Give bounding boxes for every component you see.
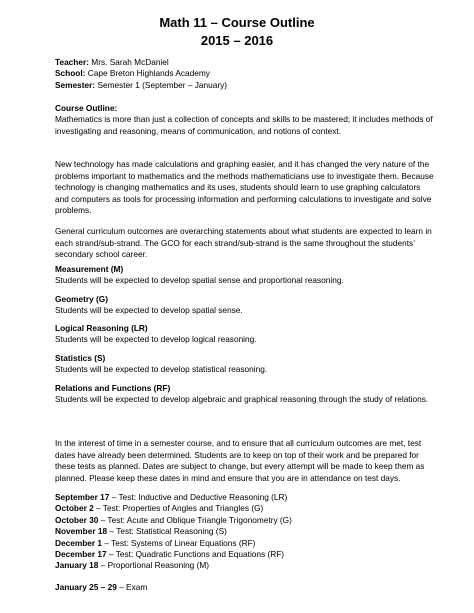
school-label: School: <box>55 68 86 79</box>
course-info <box>55 57 435 91</box>
paragraph-3: General curriculum outcomes are overarching statements about what students are expected to learn in each strand/sub-strand. The GCO for each strand/sub-strand is the same throughout the students’ secondary school career. <box>55 226 432 260</box>
outline-intro <box>55 103 435 137</box>
strand-text: Students will be expected to develop statistical reasoning. <box>55 364 268 375</box>
schedule-text: – Test: Statistical Reasoning (S) <box>107 526 227 537</box>
strand-geometry <box>55 294 435 317</box>
schedule-date: September 17 <box>55 492 110 502</box>
strand-statistics <box>55 353 435 376</box>
school-value: Cape Breton Highlands Academy <box>87 68 210 79</box>
strand-logical-reasoning <box>55 323 435 346</box>
schedule-item <box>55 560 435 571</box>
paragraph-1: Mathematics is more than just a collection of concepts and skills to be mastered; it includes methods of investigating and reasoning, means of communication, and notions of context. <box>55 114 433 136</box>
schedule-date: October 2 <box>55 503 94 514</box>
teacher-label: Teacher: <box>55 57 89 67</box>
strand-relations-functions <box>55 383 435 406</box>
exam-row <box>55 582 435 593</box>
schedule-item <box>55 492 435 503</box>
schedule-item <box>55 515 435 526</box>
strand-heading: Measurement (M) <box>55 264 124 274</box>
exam-text: – Exam <box>116 582 148 592</box>
schedule-item <box>55 526 435 537</box>
schedule-text: – Test: Properties of Angles and Triangles (G) <box>93 503 264 514</box>
semester-label: Semester: <box>55 79 96 90</box>
schedule-item <box>55 503 435 514</box>
strand-heading: Relations and Functions (RF) <box>55 383 171 393</box>
schedule-text: – Proportional Reasoning (M) <box>98 560 210 571</box>
paragraph-2: New technology has made calculations and graphing easier, and it has changed the very nature of the problems important to mathematics and the methods mathematicians use to investigate them. Because technology is changing mathematics and its uses, students should learn to use graphing calculators and computers as tools for processing information and performing calculations to investigate and solve problems. <box>55 159 434 215</box>
strand-text: Students will be expected to develop algebraic and graphical reasoning through the study of relations. <box>55 394 429 405</box>
schedule-text: – Test: Inductive and Deductive Reasoning (LR) <box>109 492 288 502</box>
paragraph-4: In the interest of time in a semester course, and to ensure that all curriculum outcomes are met, test dates have already been determined. Students are to keep on top of their work and be prepared for these tests as planned. Dates are subject to change, but every attempt will be made to keep them as planned. Please keep these dates in mind and ensure that you are in attendance on test days. <box>55 438 425 483</box>
strand-text: Students will be expected to develop spatial sense. <box>55 305 243 316</box>
exam-date: January 25 – 29 <box>55 582 117 592</box>
school-row <box>55 68 435 79</box>
schedule-item <box>55 538 435 549</box>
schedule-date: December 17 <box>55 549 107 560</box>
schedule-date: January 18 <box>55 560 99 571</box>
teacher-value: Mrs. Sarah McDaniel <box>91 57 169 67</box>
strand-text: Students will be expected to develop spatial sense and proportional reasoning. <box>55 275 344 286</box>
strand-heading: Statistics (S) <box>55 353 106 363</box>
schedule-date: December 1 <box>55 537 103 548</box>
test-schedule <box>55 492 435 572</box>
teacher-row <box>55 57 435 68</box>
document-title: Math 11 – Course Outline <box>159 15 315 30</box>
strand-measurement <box>55 264 435 287</box>
outline-heading: Course Outline: <box>55 103 118 113</box>
schedule-date: October 30 <box>55 514 99 525</box>
schedule-date: November 18 <box>55 526 108 537</box>
document-year: 2015 – 2016 <box>200 33 274 48</box>
strand-heading: Logical Reasoning (LR) <box>55 323 148 333</box>
schedule-text: – Test: Acute and Oblique Triangle Trigonometry (G) <box>98 514 292 525</box>
semester-value: Semester 1 (September – January) <box>97 79 228 90</box>
semester-row <box>55 80 435 91</box>
strand-heading: Geometry (G) <box>55 294 109 304</box>
schedule-text: – Test: Systems of Linear Equations (RF) <box>102 537 256 548</box>
strand-text: Students will be expected to develop logical reasoning. <box>55 334 257 345</box>
schedule-item <box>55 549 435 560</box>
schedule-text: – Test: Quadratic Functions and Equations (RF) <box>106 549 285 560</box>
